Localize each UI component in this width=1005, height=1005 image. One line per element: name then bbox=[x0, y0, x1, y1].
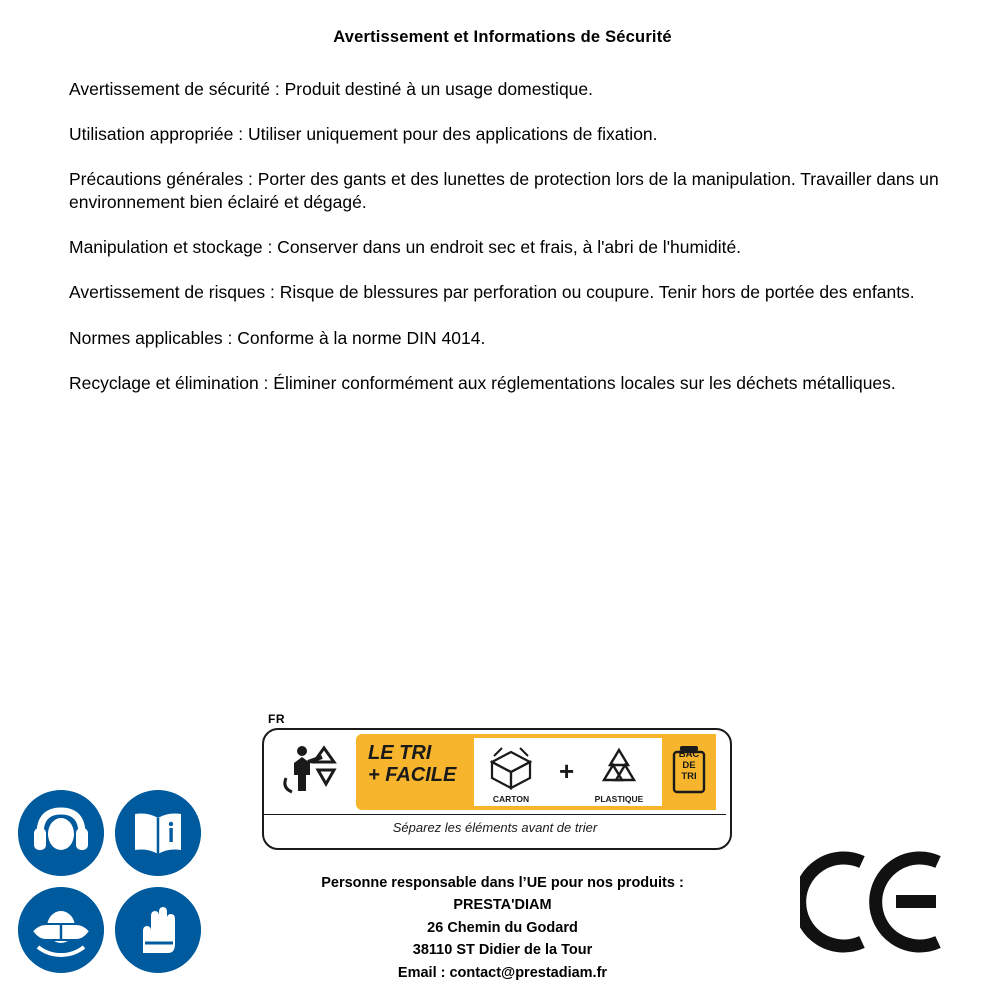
paragraph-general-precautions: Précautions générales : Porter des gants et des lunettes de protection lors de la manipulation. Travailler dans un environnement bien éclairé et dégagé. bbox=[69, 169, 939, 213]
recycle-slogan bbox=[368, 742, 472, 787]
company-name: PRESTA'DIAM bbox=[453, 897, 552, 914]
recycle-country-code: FR bbox=[268, 712, 285, 726]
company-email: Email : contact@prestadiam.fr bbox=[397, 964, 608, 981]
carton-label: CARTON bbox=[492, 794, 530, 804]
recycle-slogan-line1: LE TRI bbox=[368, 742, 432, 764]
bin-label-line2: DE bbox=[682, 759, 696, 771]
plastique-label: PLASTIQUE bbox=[594, 794, 644, 804]
paragraph-handling-storage: Manipulation et stockage : Conserver dans un endroit sec et frais, à l'abri de l'humidité. bbox=[69, 237, 742, 258]
recycle-label-top bbox=[264, 730, 726, 814]
paragraph-risk-warning: Avertissement de risques : Risque de blessures par perforation ou coupure. Tenir hors de portée des enfants. bbox=[69, 282, 915, 303]
bin-label-line1: BAC bbox=[678, 749, 700, 760]
company-address: 26 Chemin du Godard bbox=[427, 919, 578, 936]
ear-protection-icon bbox=[18, 790, 104, 876]
carton-box-icon bbox=[482, 744, 540, 792]
plastic-recycle-icon bbox=[590, 744, 648, 792]
paragraph-proper-use: Utilisation appropriée : Utiliser uniquement pour des applications de fixation. bbox=[69, 124, 658, 145]
responsible-prefix: Personne responsable dans l’ bbox=[321, 875, 527, 891]
recycle-footer-text: Séparez les éléments avant de trier bbox=[392, 820, 598, 835]
recycle-label-body bbox=[262, 728, 732, 850]
responsible-suffix: pour nos produits : bbox=[546, 875, 684, 891]
bin-label-line3: TRI bbox=[681, 770, 697, 782]
plus-separator: + bbox=[559, 756, 575, 786]
bin-label bbox=[668, 750, 710, 783]
page-title: Avertissement et Informations de Sécurité bbox=[333, 28, 672, 46]
paragraph-safety-warning: Avertissement de sécurité : Produit destiné à un usage domestique. bbox=[69, 79, 594, 99]
read-instructions-icon bbox=[115, 790, 201, 876]
recycle-slogan-line2: + FACILE bbox=[368, 764, 457, 787]
triman-figure-icon bbox=[278, 740, 350, 804]
ce-mark-icon bbox=[800, 850, 950, 955]
responsible-eu: UE bbox=[526, 875, 547, 891]
recycling-label bbox=[262, 712, 732, 847]
safety-text-body bbox=[69, 78, 977, 417]
paragraph-recycling-disposal: Recyclage et élimination : Éliminer conformément aux réglementations locales sur les déchets métalliques. bbox=[69, 372, 896, 393]
company-city: 38110 ST Didier de la Tour bbox=[412, 942, 593, 959]
paragraph-standards: Normes applicables : Conforme à la norme DIN 4014. bbox=[69, 327, 486, 348]
